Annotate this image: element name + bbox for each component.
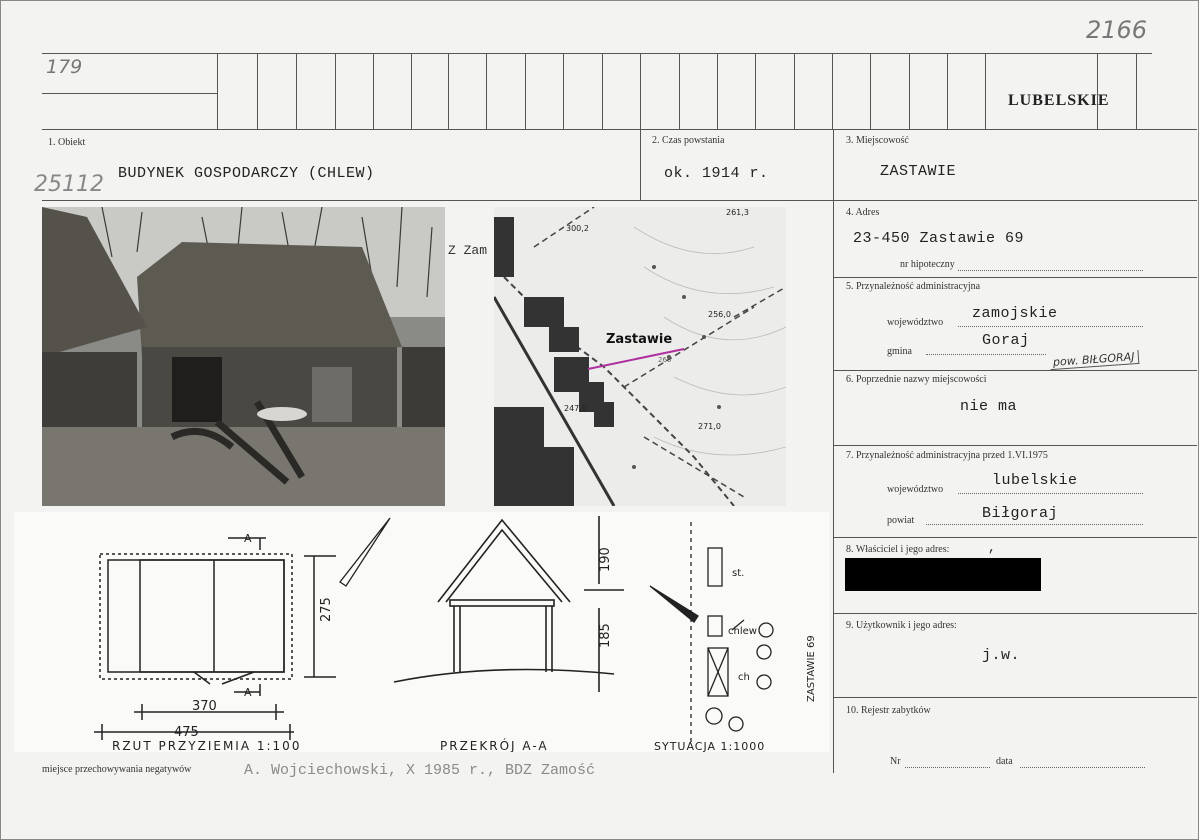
header-grid-line (563, 53, 564, 129)
admin-before-label: 7. Przynależność administracyjna przed 1.VI.1975 (846, 450, 1048, 461)
section-caption: PRZEKRÓJ A-A (440, 739, 549, 752)
card-number: 179 (46, 56, 83, 78)
place-label: 3. Miejscowość (846, 135, 909, 146)
grid-line (42, 200, 1197, 201)
address-value: 23-450 Zastawie 69 (853, 230, 1025, 247)
header-grid-line (1136, 53, 1137, 129)
voivodeship-value: zamojskie (972, 305, 1058, 322)
register-nr-label: Nr (890, 756, 901, 767)
header-grid-line (373, 53, 374, 129)
grid-line (833, 370, 1197, 371)
map-height: 300,2 (566, 224, 589, 233)
map-town-label: Zastawie (606, 332, 673, 347)
former-names-label: 6. Poprzednie nazwy miejscowości (846, 374, 987, 385)
location-map (494, 207, 786, 506)
fill-line (958, 326, 1143, 327)
district-note: pow. BIŁGORAJ (1050, 350, 1139, 370)
fill-line (958, 493, 1143, 494)
header-grid-line (717, 53, 718, 129)
mortgage-label: nr hipoteczny (900, 259, 955, 270)
district-before-label: powiat (887, 515, 915, 526)
grid-line (833, 537, 1197, 538)
header-grid-line (640, 53, 641, 129)
user-label: 9. Użytkownik i jego adres: (846, 620, 957, 631)
situation-caption: SYTUACJA 1:1000 (654, 740, 766, 752)
site-label-ch: ch (738, 672, 750, 683)
region-label: LUBELSKIE (1008, 92, 1110, 109)
section-drawing (394, 516, 624, 692)
register-date-label: data (996, 756, 1013, 767)
user-value: j.w. (982, 647, 1021, 664)
section-mark: A (244, 686, 252, 699)
site-label-chlew: chlew (728, 626, 757, 637)
fill-line (958, 270, 1143, 271)
former-names-value: nie ma (960, 398, 1018, 415)
header-grid-line (335, 53, 336, 129)
dim-190: 190 (598, 547, 613, 572)
map-height: 247,0 (564, 404, 587, 413)
pencil-mark: 25112 (34, 172, 104, 197)
negatives-value: A. Wojciechowski, X 1985 r., BDZ Zamość (244, 762, 596, 779)
date-value: ok. 1914 r. (664, 165, 769, 182)
redacted-owner-address (845, 558, 1041, 591)
site-label-st: st. (732, 568, 745, 579)
grid-line (833, 277, 1197, 278)
header-grid-line (1097, 53, 1098, 129)
header-grid-line (602, 53, 603, 129)
grid-line (833, 130, 834, 773)
header-grid-line (755, 53, 756, 129)
dim-475: 475 (174, 725, 199, 740)
fill-line (905, 767, 990, 768)
topographic-map-image (494, 207, 786, 506)
header-grid-line (217, 53, 218, 129)
north-arrow (340, 518, 390, 586)
header-grid-line (679, 53, 680, 129)
dim-370: 370 (192, 699, 217, 714)
commune-label: gmina (887, 346, 912, 357)
dim-275: 275 (319, 597, 334, 622)
map-height: 261,3 (726, 208, 749, 217)
header-grid-line (296, 53, 297, 129)
header-grid-line (525, 53, 526, 129)
header-grid-line (909, 53, 910, 129)
thatched-barn-image (42, 207, 445, 506)
header-grid-line (486, 53, 487, 129)
fill-line (926, 524, 1143, 525)
register-label: 10. Rejestr zabytków (846, 705, 931, 716)
header-grid-line (870, 53, 871, 129)
commune-value: Goraj (982, 332, 1030, 349)
date-label: 2. Czas powstania (652, 135, 725, 146)
map-height: 260 (658, 356, 672, 364)
header-grid-line (411, 53, 412, 129)
grid-line (42, 93, 217, 94)
header-grid-line (947, 53, 948, 129)
fill-line (1020, 767, 1145, 768)
owner-label: 8. Właściciel i jego adres: (846, 544, 950, 555)
plan-caption: RZUT PRZYZIEMIA 1:100 (112, 739, 302, 752)
header-grid-line (257, 53, 258, 129)
address-label: 4. Adres (846, 207, 880, 218)
site-street-label: ZASTAWIE 69 (806, 635, 817, 702)
header-grid-line (794, 53, 795, 129)
map-height: 271,0 (698, 422, 721, 431)
architectural-drawings (14, 512, 829, 752)
grid-line (640, 130, 641, 200)
header-grid-line (985, 53, 986, 129)
section-mark: A (244, 532, 252, 545)
drawings-panel (14, 512, 829, 752)
object-value: BUDYNEK GOSPODARCZY (CHLEW) (118, 165, 375, 182)
voivodeship-label: województwo (887, 317, 944, 328)
admin-label: 5. Przynależność administracyjna (846, 281, 981, 292)
header-grid-line (832, 53, 833, 129)
dim-185: 185 (598, 623, 613, 648)
building-photo (42, 207, 445, 506)
negatives-label: miejsce przechowywania negatywów (42, 764, 192, 775)
grid-line (833, 445, 1197, 446)
map-height: 256,0 (708, 310, 731, 319)
owner-value: , (988, 540, 997, 555)
grid-line (42, 129, 1197, 130)
district-before-value: Biłgoraj (982, 505, 1059, 522)
voivodeship-before-value: lubelskie (992, 472, 1078, 489)
photo-caption: Z Zam (448, 243, 488, 258)
place-value: ZASTAWIE (880, 163, 957, 180)
voivodeship-before-label: województwo (887, 484, 944, 495)
fill-line (926, 354, 1046, 355)
catalog-number: 2166 (1086, 16, 1148, 44)
header-grid-line (448, 53, 449, 129)
grid-line (833, 613, 1197, 614)
grid-line (833, 697, 1197, 698)
object-label: 1. Obiekt (48, 137, 86, 148)
